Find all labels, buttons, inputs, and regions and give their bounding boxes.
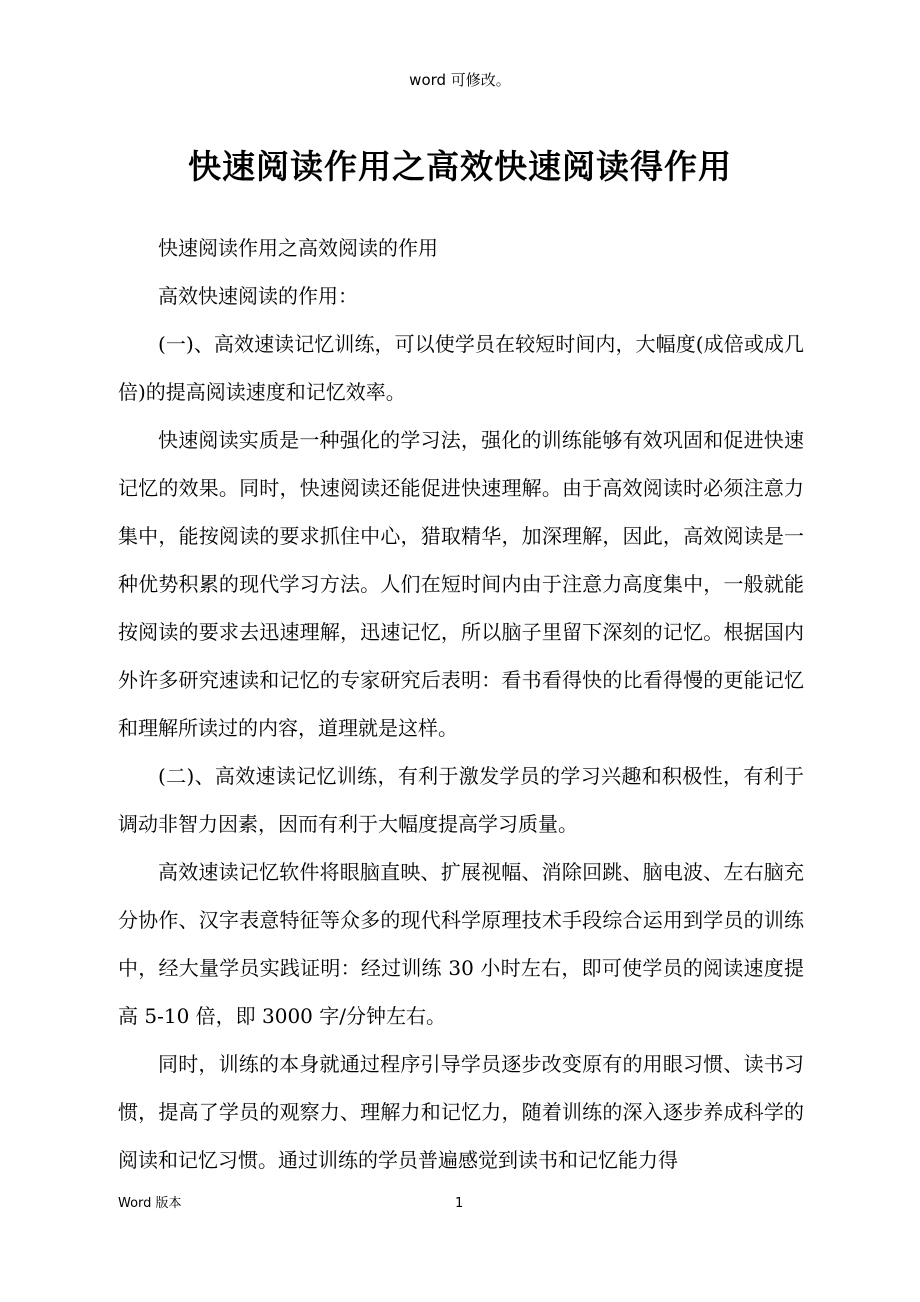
paragraph-habits: 同时，训练的本身就通过程序引导学员逐步改变原有的用眼习惯、读书习惯，提高了学员的观察力、理解力和记忆力，随着训练的深入逐步养成科学的阅读和记忆习惯。通过训练的学员普遍感觉到读书和记忆能力得 bbox=[118, 1052, 804, 1172]
document-title: 快速阅读作用之高效快速阅读得作用 bbox=[188, 147, 732, 186]
paragraph-heading: 高效快速阅读的作用： bbox=[158, 284, 358, 308]
footer-page-number: 1 bbox=[455, 1196, 464, 1211]
page-header: word 可修改。 bbox=[409, 71, 511, 89]
paragraph-software: 高效速读记忆软件将眼脑直映、扩展视幅、消除回跳、脑电波、左右脑充分协作、汉字表意特征等众多的现代科学原理技术手段综合运用到学员的训练中，经大量学员实践证明：经过训练 30 小时左右，即可使学员的阅读速度提高 5-10 倍，即 3000 字/分钟左右。 bbox=[118, 860, 804, 1028]
paragraph-explanation-one: 快速阅读实质是一种强化的学习法，强化的训练能够有效巩固和促进快速记忆的效果。同时，快速阅读还能促进快速理解。由于高效阅读时必须注意力集中，能按阅读的要求抓住中心，猎取精华，加深理解，因此，高效阅读是一种优势积累的现代学习方法。人们在短时间内由于注意力高度集中，一般就能按阅读的要求去迅速理解，迅速记忆，所以脑子里留下深刻的记忆。根据国内外许多研究速读和记忆的专家研究后表明：看书看得快的比看得慢的更能记忆和理解所读过的内容，道理就是这样。 bbox=[118, 428, 804, 740]
paragraph-point-one: (一)、高效速读记忆训练，可以使学员在较短时间内，大幅度(成倍或成几倍)的提高阅读速度和记忆效率。 bbox=[118, 332, 804, 404]
document-body bbox=[118, 224, 804, 1184]
footer-version-label: Word 版本 bbox=[118, 1196, 182, 1211]
paragraph-subtitle: 快速阅读作用之高效阅读的作用 bbox=[158, 236, 438, 260]
page-footer bbox=[118, 1193, 804, 1215]
paragraph-point-two: (二)、高效速读记忆训练，有利于激发学员的学习兴趣和积极性，有利于调动非智力因素，因而有利于大幅度提高学习质量。 bbox=[118, 764, 804, 836]
